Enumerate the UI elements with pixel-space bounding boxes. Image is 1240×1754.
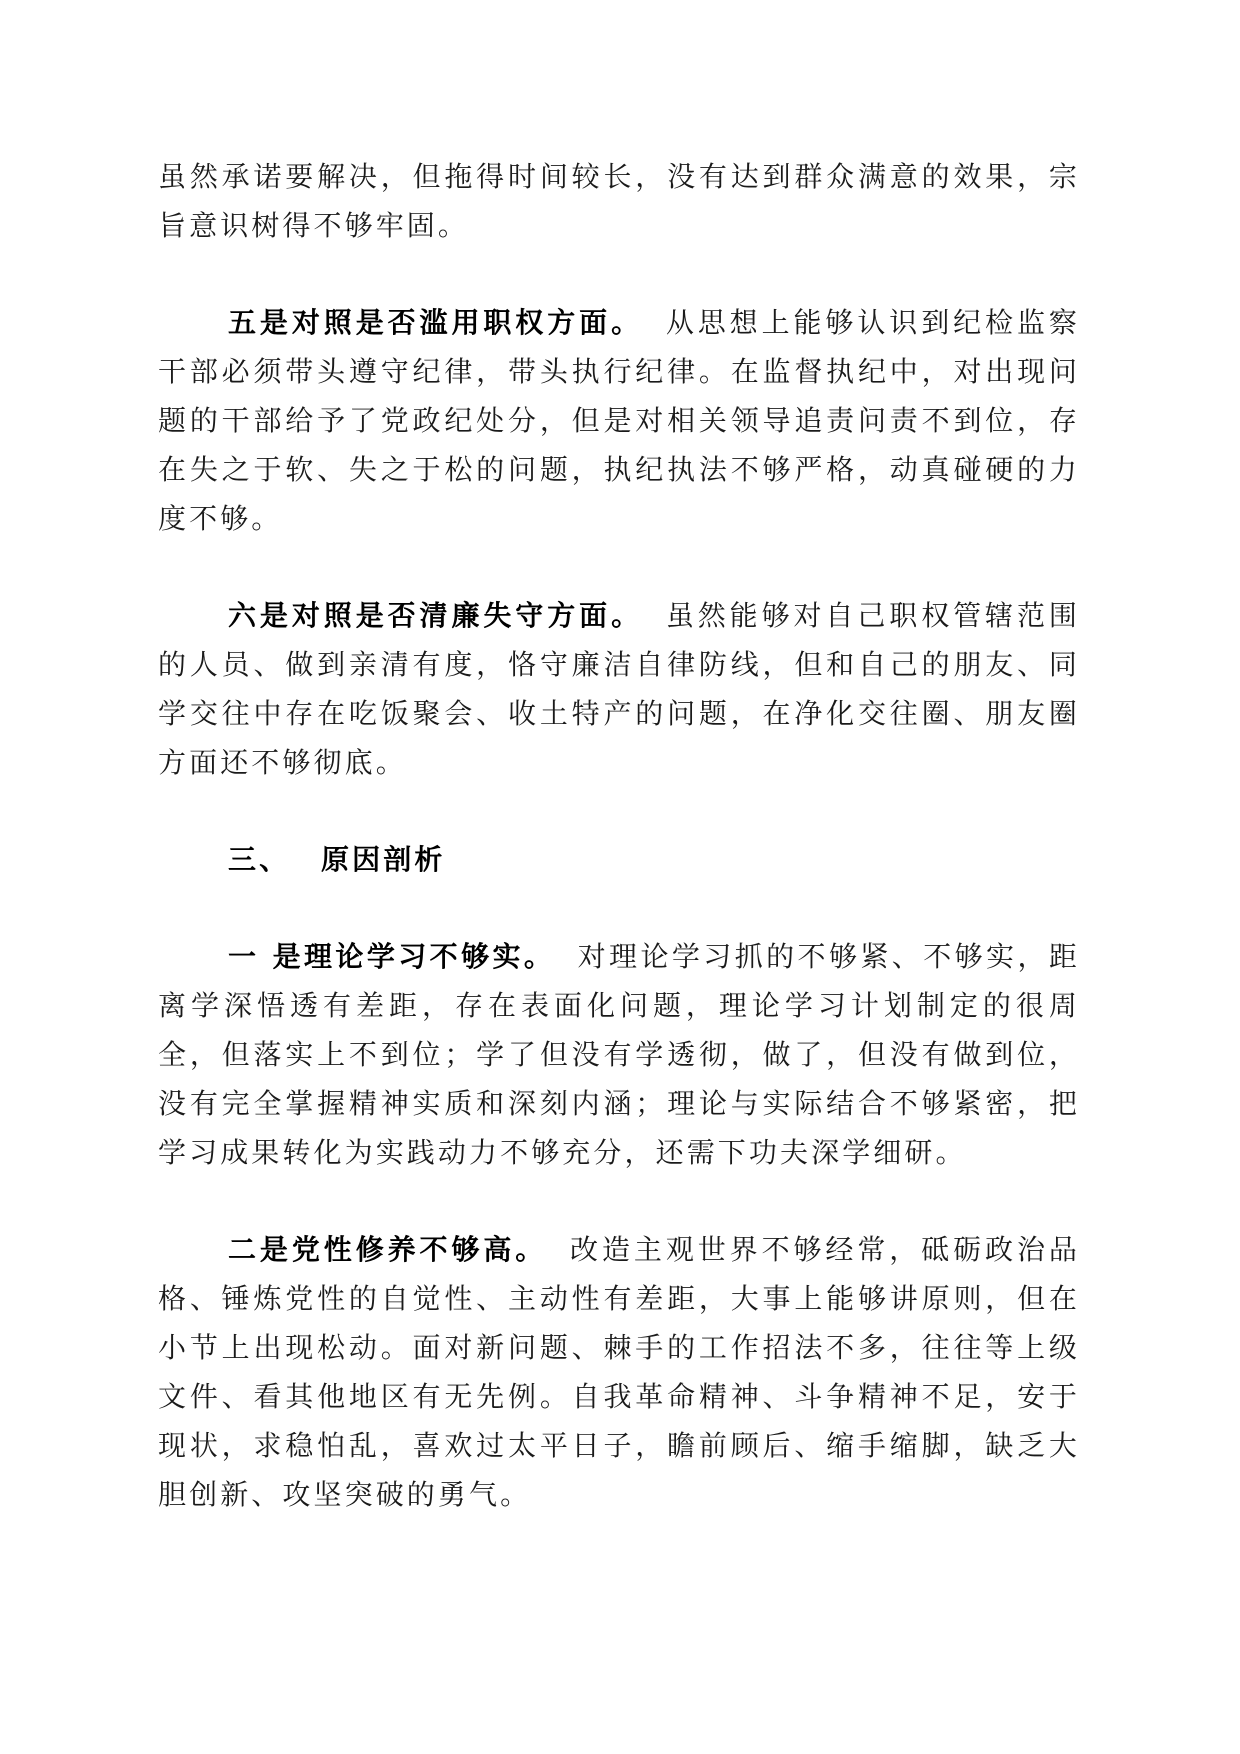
point-five-paragraph [158, 298, 1080, 543]
section-heading: 三、 原因剖析 [228, 843, 446, 876]
point-six-paragraph [158, 591, 1080, 787]
cause-one-paragraph [158, 932, 1080, 1177]
cause-one-lead: 一 是理论学习不够实。 [228, 940, 556, 973]
point-five-text: 从思想上能够认识到纪检监察干部必须带头遵守纪律，带头执行纪律。在监督执纪中，对出现问题的干部给予了党政纪处分，但是对相关领导追责问责不到位，存在失之于软、失之于松的问题，执纪执法不够严格，动真碰硬的力度不够。 [158, 306, 1080, 535]
paragraph-gap [158, 884, 1080, 932]
point-five-lead: 五是对照是否滥用职权方面。 [228, 306, 643, 339]
document-body [158, 152, 1080, 1519]
intro-paragraph [158, 152, 1080, 250]
cause-one-text: 对理论学习抓的不够紧、不够实，距离学深悟透有差距，存在表面化问题，理论学习计划制定的很周全，但落实上不到位；学了但没有学透彻，做了，但没有做到位，没有完全掌握精神实质和深刻内涵；理论与实际结合不够紧密，把学习成果转化为实践动力不够充分，还需下功夫深学细研。 [158, 940, 1080, 1169]
cause-two-text: 改造主观世界不够经常，砥砺政治品格、锤炼党性的自觉性、主动性有差距，大事上能够讲原则，但在小节上出现松动。面对新问题、棘手的工作招法不多，往往等上级文件、看其他地区有无先例。自我革命精神、斗争精神不足，安于现状，求稳怕乱，喜欢过太平日子，瞻前顾后、缩手缩脚，缺乏大胆创新、攻坚突破的勇气。 [158, 1233, 1080, 1511]
paragraph-gap [158, 787, 1080, 835]
paragraph-gap [158, 543, 1080, 591]
point-six-text: 虽然能够对自己职权管辖范围的人员、做到亲清有度，恪守廉洁自律防线，但和自己的朋友、同学交往中存在吃饭聚会、收土特产的问题，在净化交往圈、朋友圈方面还不够彻底。 [158, 599, 1080, 779]
paragraph-gap [158, 1177, 1080, 1225]
cause-two-paragraph [158, 1225, 1080, 1519]
point-six-lead: 六是对照是否清廉失守方面。 [228, 599, 643, 632]
cause-two-lead: 二是党性修养不够高。 [228, 1233, 548, 1266]
intro-text: 虽然承诺要解决，但拖得时间较长，没有达到群众满意的效果，宗旨意识树得不够牢固。 [158, 160, 1080, 242]
paragraph-gap [158, 250, 1080, 298]
